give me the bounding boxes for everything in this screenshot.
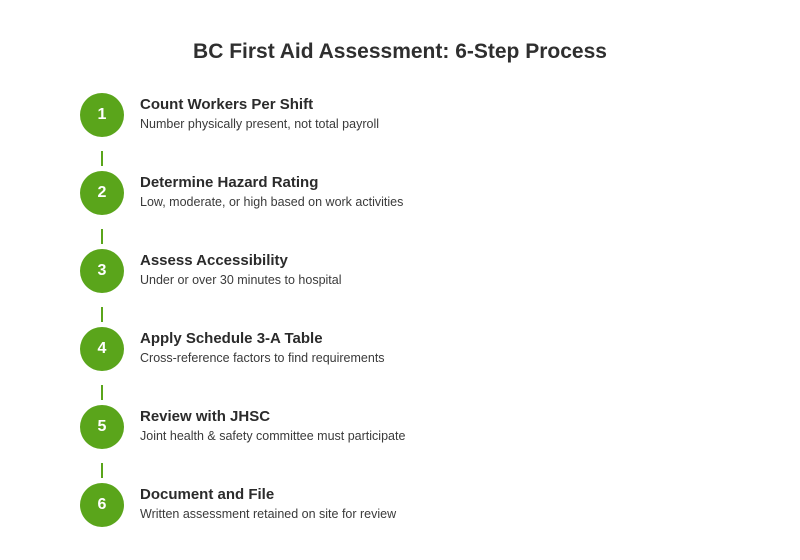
step-number-badge: 4 (80, 327, 124, 371)
step-number-badge: 6 (80, 483, 124, 527)
step-title: Apply Schedule 3-A Table (140, 330, 323, 347)
step-number-badge: 1 (80, 93, 124, 137)
step-description: Low, moderate, or high based on work activities (140, 195, 404, 209)
step-description: Number physically present, not total payroll (140, 117, 380, 131)
step-description: Under or over 30 minutes to hospital (140, 273, 342, 287)
step-6 (80, 483, 680, 527)
step-connector (101, 463, 103, 478)
step-number-badge: 5 (80, 405, 124, 449)
step-5 (80, 405, 680, 449)
step-title: Review with JHSC (140, 408, 271, 425)
step-connector (101, 151, 103, 166)
step-description: Joint health & safety committee must participate (140, 429, 406, 443)
step-2 (80, 171, 680, 215)
step-3 (80, 249, 680, 293)
step-1 (80, 93, 680, 137)
step-title: Count Workers Per Shift (140, 96, 314, 113)
step-description: Written assessment retained on site for review (140, 507, 397, 521)
step-number-badge: 3 (80, 249, 124, 293)
step-connector (101, 385, 103, 400)
step-number-badge: 2 (80, 171, 124, 215)
step-4 (80, 327, 680, 371)
step-description: Cross-reference factors to find requirements (140, 351, 385, 365)
page-title: BC First Aid Assessment: 6-Step Process (193, 40, 607, 63)
step-title: Assess Accessibility (140, 252, 288, 269)
step-connector (101, 307, 103, 322)
step-title: Document and File (140, 486, 275, 503)
step-connector (101, 229, 103, 244)
step-title: Determine Hazard Rating (140, 174, 319, 191)
